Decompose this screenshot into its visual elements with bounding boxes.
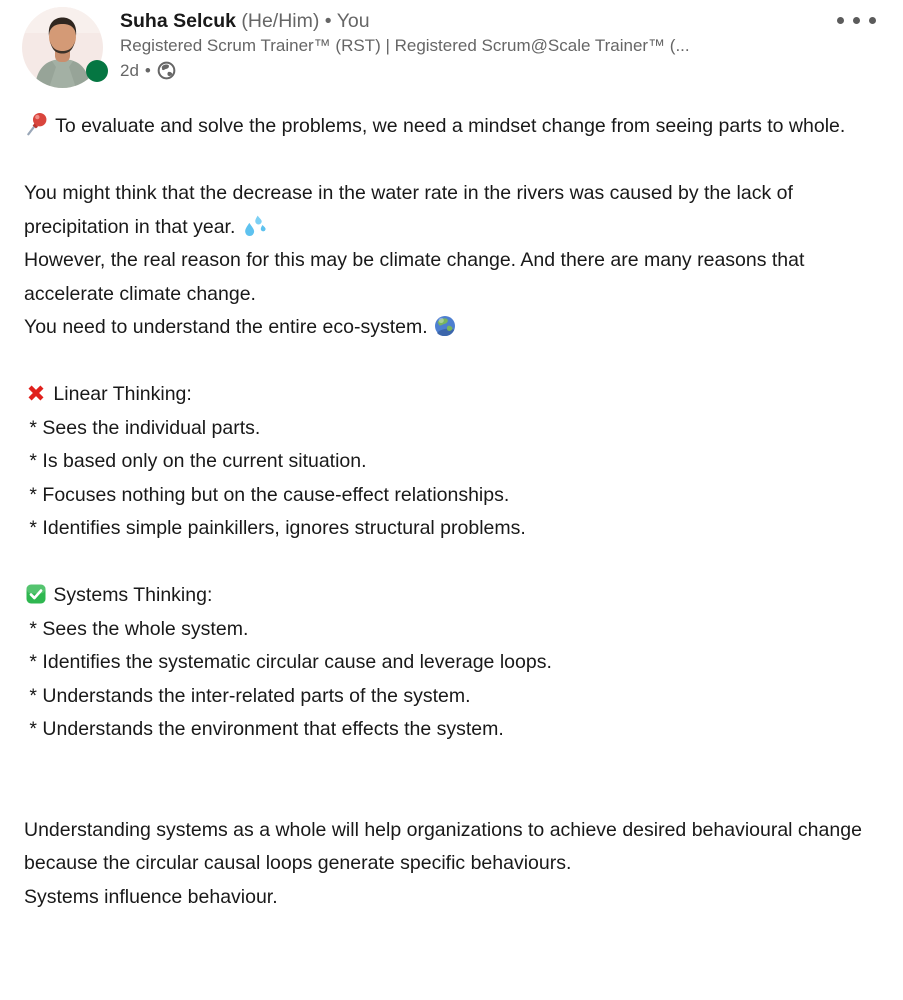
droplets-emoji xyxy=(241,211,266,245)
post-text: Understanding systems as a whole will help organizations to achieve desired behavioural change because the circular causal loops generate specific behaviours. xyxy=(24,818,868,874)
post-blank-line xyxy=(24,345,879,379)
post-line xyxy=(24,881,879,915)
post-meta xyxy=(120,59,810,82)
post-line xyxy=(24,512,879,546)
earth-emoji xyxy=(433,311,457,345)
post-text: * Understands the inter-related parts of the system. xyxy=(24,684,471,707)
cross-mark-emoji xyxy=(24,378,48,412)
post-line xyxy=(24,412,879,446)
ellipsis-dot xyxy=(869,17,876,24)
check-mark-emoji xyxy=(24,579,48,613)
post-text: To evaluate and solve the problems, we need a mindset change from seeing parts to whole. xyxy=(55,115,846,137)
avatar[interactable] xyxy=(22,7,103,88)
post-age: 2d xyxy=(120,61,139,80)
actor-pronouns-and-you: (He/Him) • You xyxy=(241,10,370,32)
post-line xyxy=(24,445,879,479)
post-line xyxy=(24,713,879,747)
post-text: You might think that the decrease in the water rate in the rivers was caused by the lack of precipitation in that year. xyxy=(24,182,799,238)
pushpin-emoji xyxy=(24,110,50,144)
post-text: * Identifies the systematic circular cause and leverage loops. xyxy=(24,651,552,673)
post-text: * Sees the individual parts. xyxy=(24,416,261,439)
meta-separator: • xyxy=(144,61,151,80)
globe-icon xyxy=(157,61,176,80)
post-header xyxy=(0,0,903,96)
post-line xyxy=(24,110,879,144)
post-blank-line xyxy=(24,747,879,781)
post-line xyxy=(24,579,879,613)
post-blank-line xyxy=(24,780,879,814)
actor-name[interactable]: Suha Selcuk xyxy=(120,10,236,32)
post-blank-line xyxy=(24,144,879,178)
online-presence-dot xyxy=(86,60,108,82)
post-blank-line xyxy=(24,546,879,580)
post-text: Systems influence behaviour. xyxy=(24,885,278,908)
post-text: However, the real reason for this may be climate change. And there are many reasons that accelerate climate change. xyxy=(24,249,810,305)
overflow-menu-button[interactable] xyxy=(833,6,879,34)
post-body xyxy=(0,96,903,914)
post-line xyxy=(24,680,879,714)
post-line xyxy=(24,378,879,412)
post-line xyxy=(24,646,879,680)
post-text: * Focuses nothing but on the cause-effect relationships. xyxy=(24,483,510,506)
post-text: Systems Thinking: xyxy=(53,584,213,606)
post-line xyxy=(24,613,879,647)
post-text: * Sees the whole system. xyxy=(24,617,249,640)
post-line xyxy=(24,814,879,881)
actor-info xyxy=(120,8,810,82)
actor-name-line xyxy=(120,8,810,34)
ellipsis-dot xyxy=(853,17,860,24)
post-line xyxy=(24,177,879,244)
actor-subtitle: Registered Scrum Trainer™ (RST) | Registered Scrum@Scale Trainer™ (... xyxy=(120,36,690,55)
ellipsis-dot xyxy=(837,17,844,24)
post-line xyxy=(24,244,879,311)
post-text: * Understands the environment that effects the system. xyxy=(24,718,504,740)
post-text: You need to understand the entire eco-system. xyxy=(24,316,428,338)
post-line xyxy=(24,479,879,513)
post-text: * Is based only on the current situation. xyxy=(24,450,367,472)
post-text: Linear Thinking: xyxy=(53,383,192,405)
post-line xyxy=(24,311,879,345)
post-text: * Identifies simple painkillers, ignores structural problems. xyxy=(24,517,526,539)
